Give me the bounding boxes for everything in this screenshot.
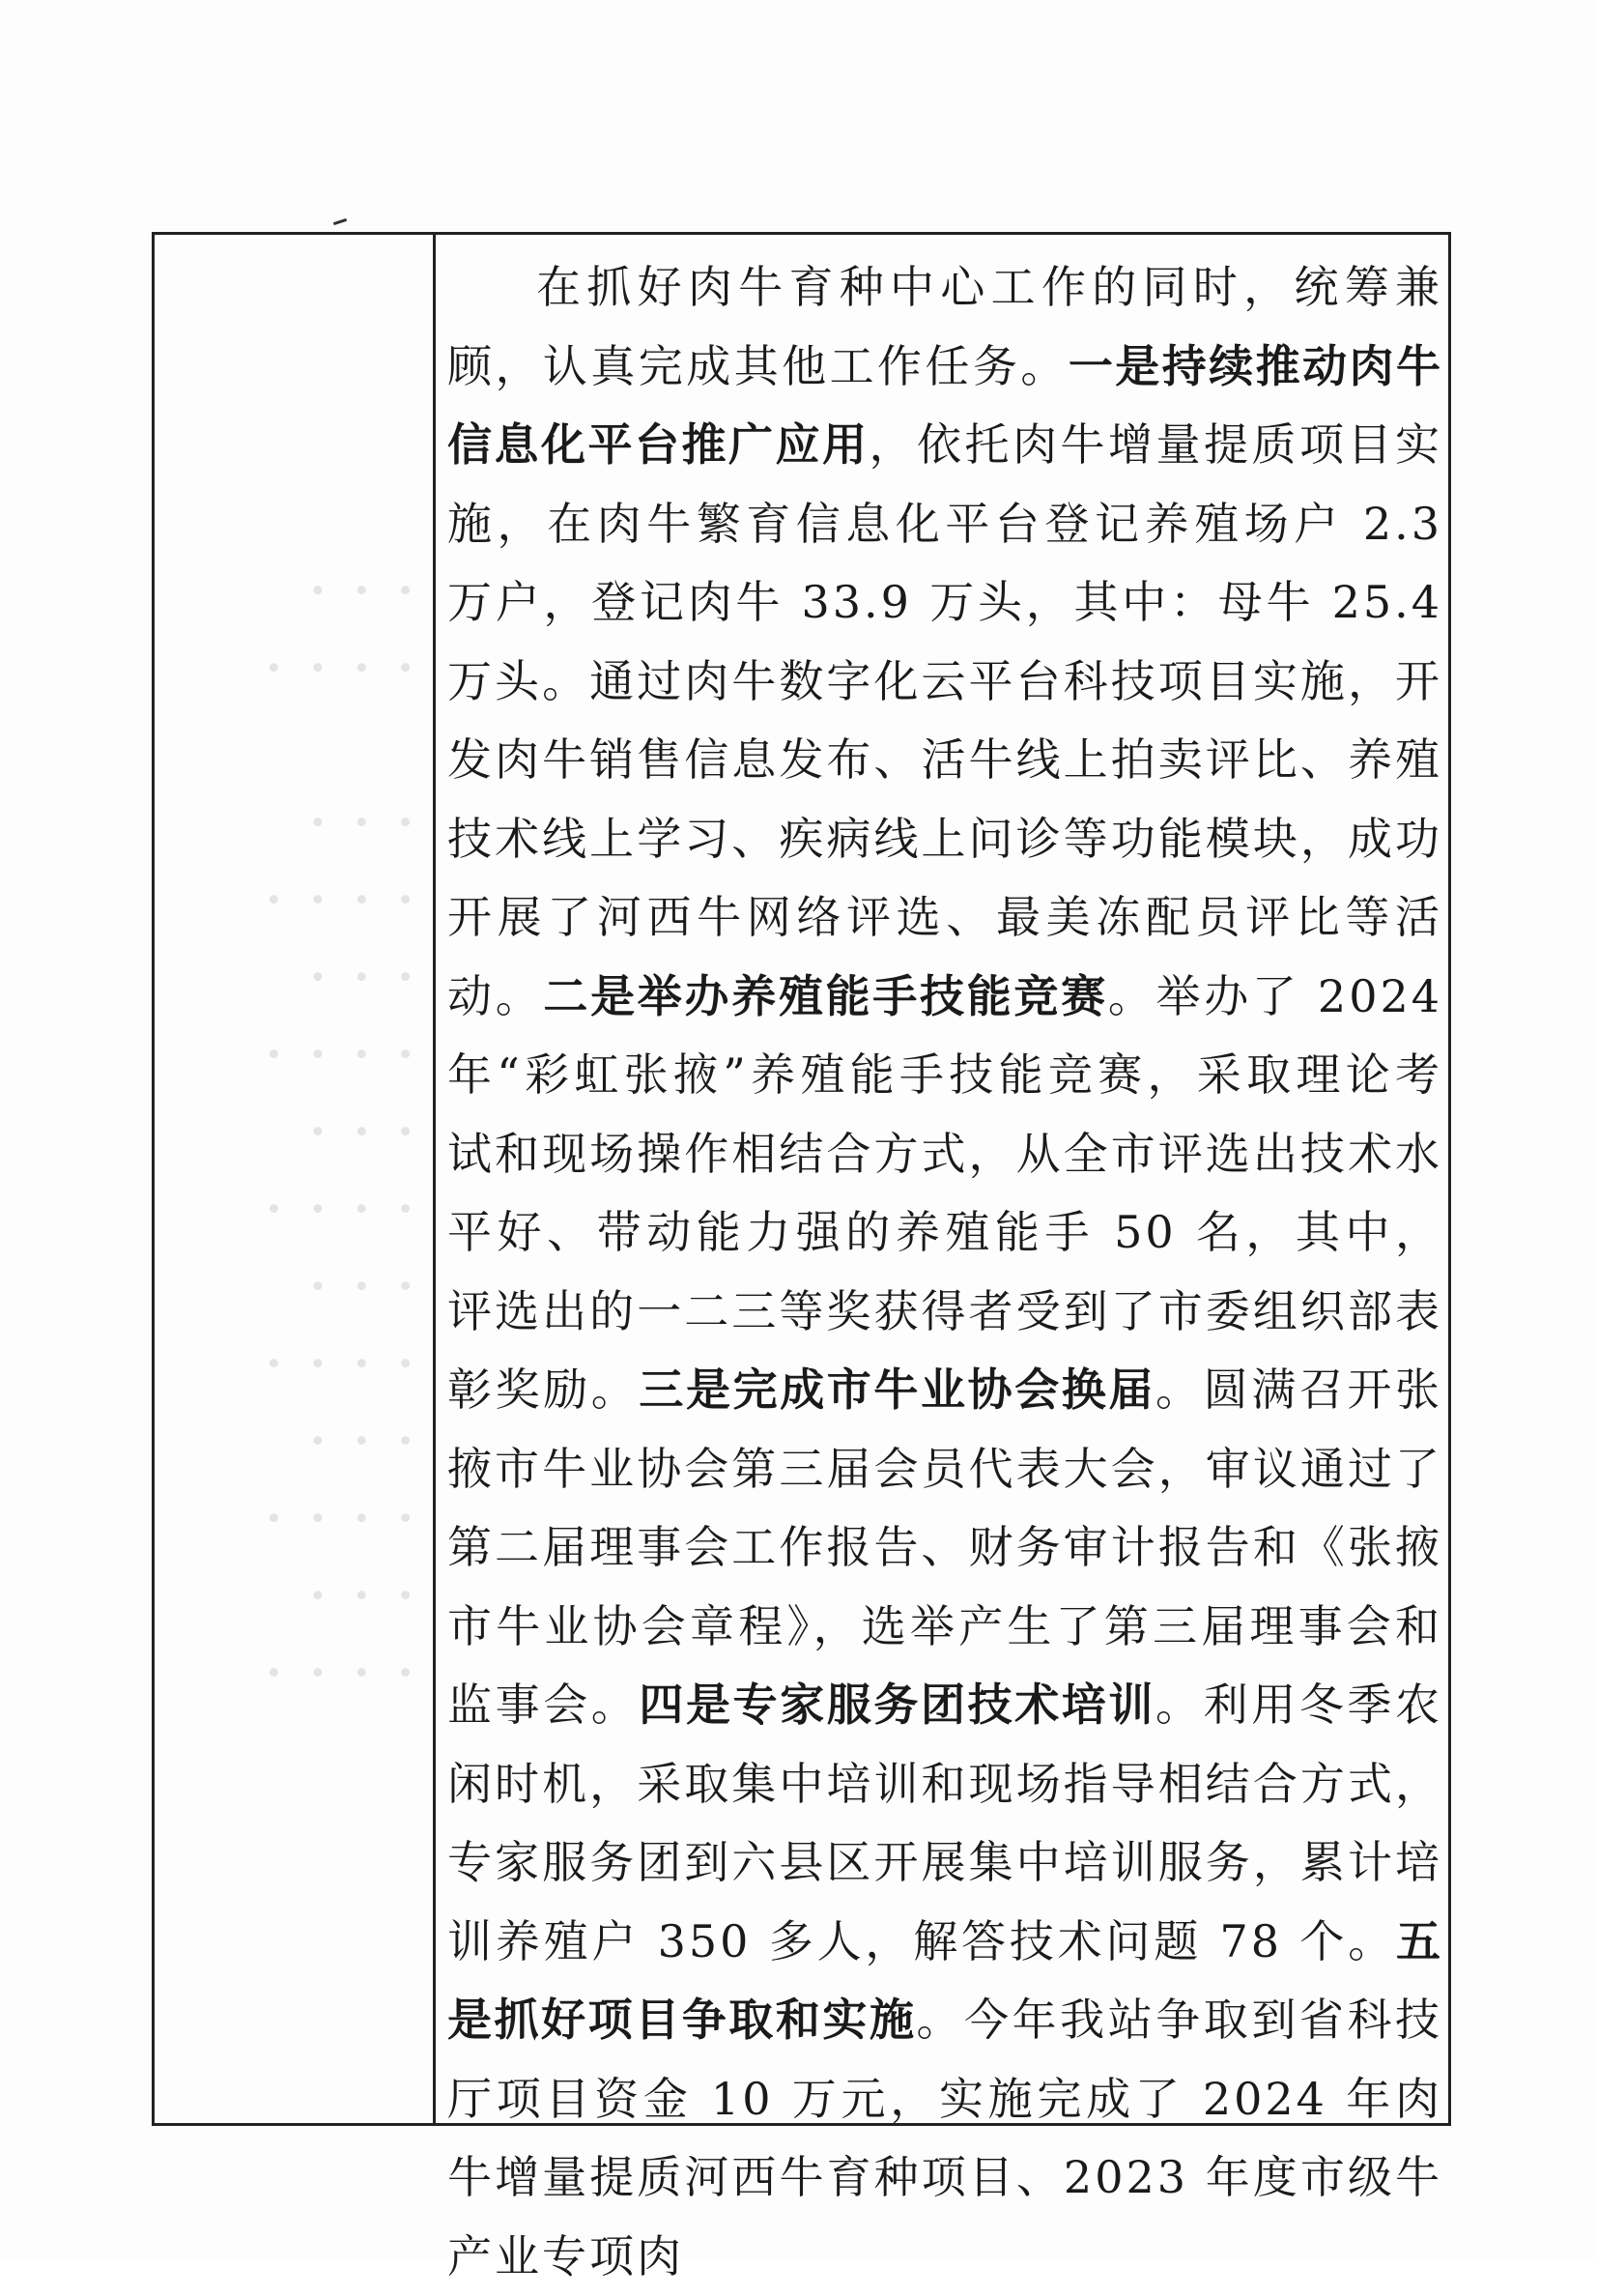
body-paragraph [447, 248, 1442, 2296]
heading-item-1: 一是持续推动肉牛信息化平台推广应用 [447, 339, 1443, 471]
left-label-column [155, 235, 436, 2123]
text-item-5: 。今年我站争取到省科技厅项目资金 10 万元，实施完成了 2024 年肉牛增量提质河西牛育种项目、2023 年度市级牛产业专项肉 [447, 1994, 1443, 2282]
heading-item-2: 二是举办养殖能手技能竞赛 [543, 969, 1108, 1022]
text-item-3: 。圆满召开张掖市牛业协会第三届会员代表大会，审议通过了第二届理事会工作报告、财务审计报告和《张掖市牛业协会章程》，选举产生了第三届理事会和监事会。 [447, 1363, 1443, 1731]
content-cell [447, 248, 1442, 2296]
text-item-2: 。举办了 2024 年“彩虹张掖”养殖能手技能竞赛，采取理论考试和现场操作相结合方式，从全市评选出技术水平好、带动能力强的养殖能手 50 名，其中，评选出的一二三等奖获得者受到了市委组织部表彰奖励。 [447, 969, 1443, 1416]
heading-item-5: 五是抓好项目争取和实施 [447, 1914, 1442, 2046]
text-item-4: 。利用冬季农闲时机，采取集中培训和现场指导相结合方式，专家服务团到六县区开展集中培训服务，累计培训养殖户 350 多人，解答技术问题 78 个。 [447, 1679, 1443, 1967]
heading-item-4: 四是专家服务团技术培训 [639, 1679, 1156, 1731]
stray-pen-mark [333, 218, 347, 225]
bleed-through-text: · · · · · · · · · · · · · · · · · · · · · · · · · · · · · · · · · · · · · · · · · · · · · · · · · [266, 563, 419, 1700]
text-item-1: ，依托肉牛增量提质项目实施，在肉牛繁育信息化平台登记养殖场户 2.3 万户，登记肉牛 33.9 万头，其中：母牛 25.4 万头。通过肉牛数字化云平台科技项目实施，开发肉牛销售信息发布、活牛线上拍卖评比、养殖技术线上学习、疾病线上问诊等功能模块，成功开展了河西牛网络评选、最美冻配员评比等活动。 [447, 418, 1442, 1022]
form-table [152, 232, 1451, 2282]
heading-item-3: 三是完成市牛业协会换届 [639, 1363, 1156, 1416]
text-intro: 在抓好肉牛育种中心工作的同时，统筹兼顾，认真完成其他工作任务。 [447, 261, 1442, 392]
